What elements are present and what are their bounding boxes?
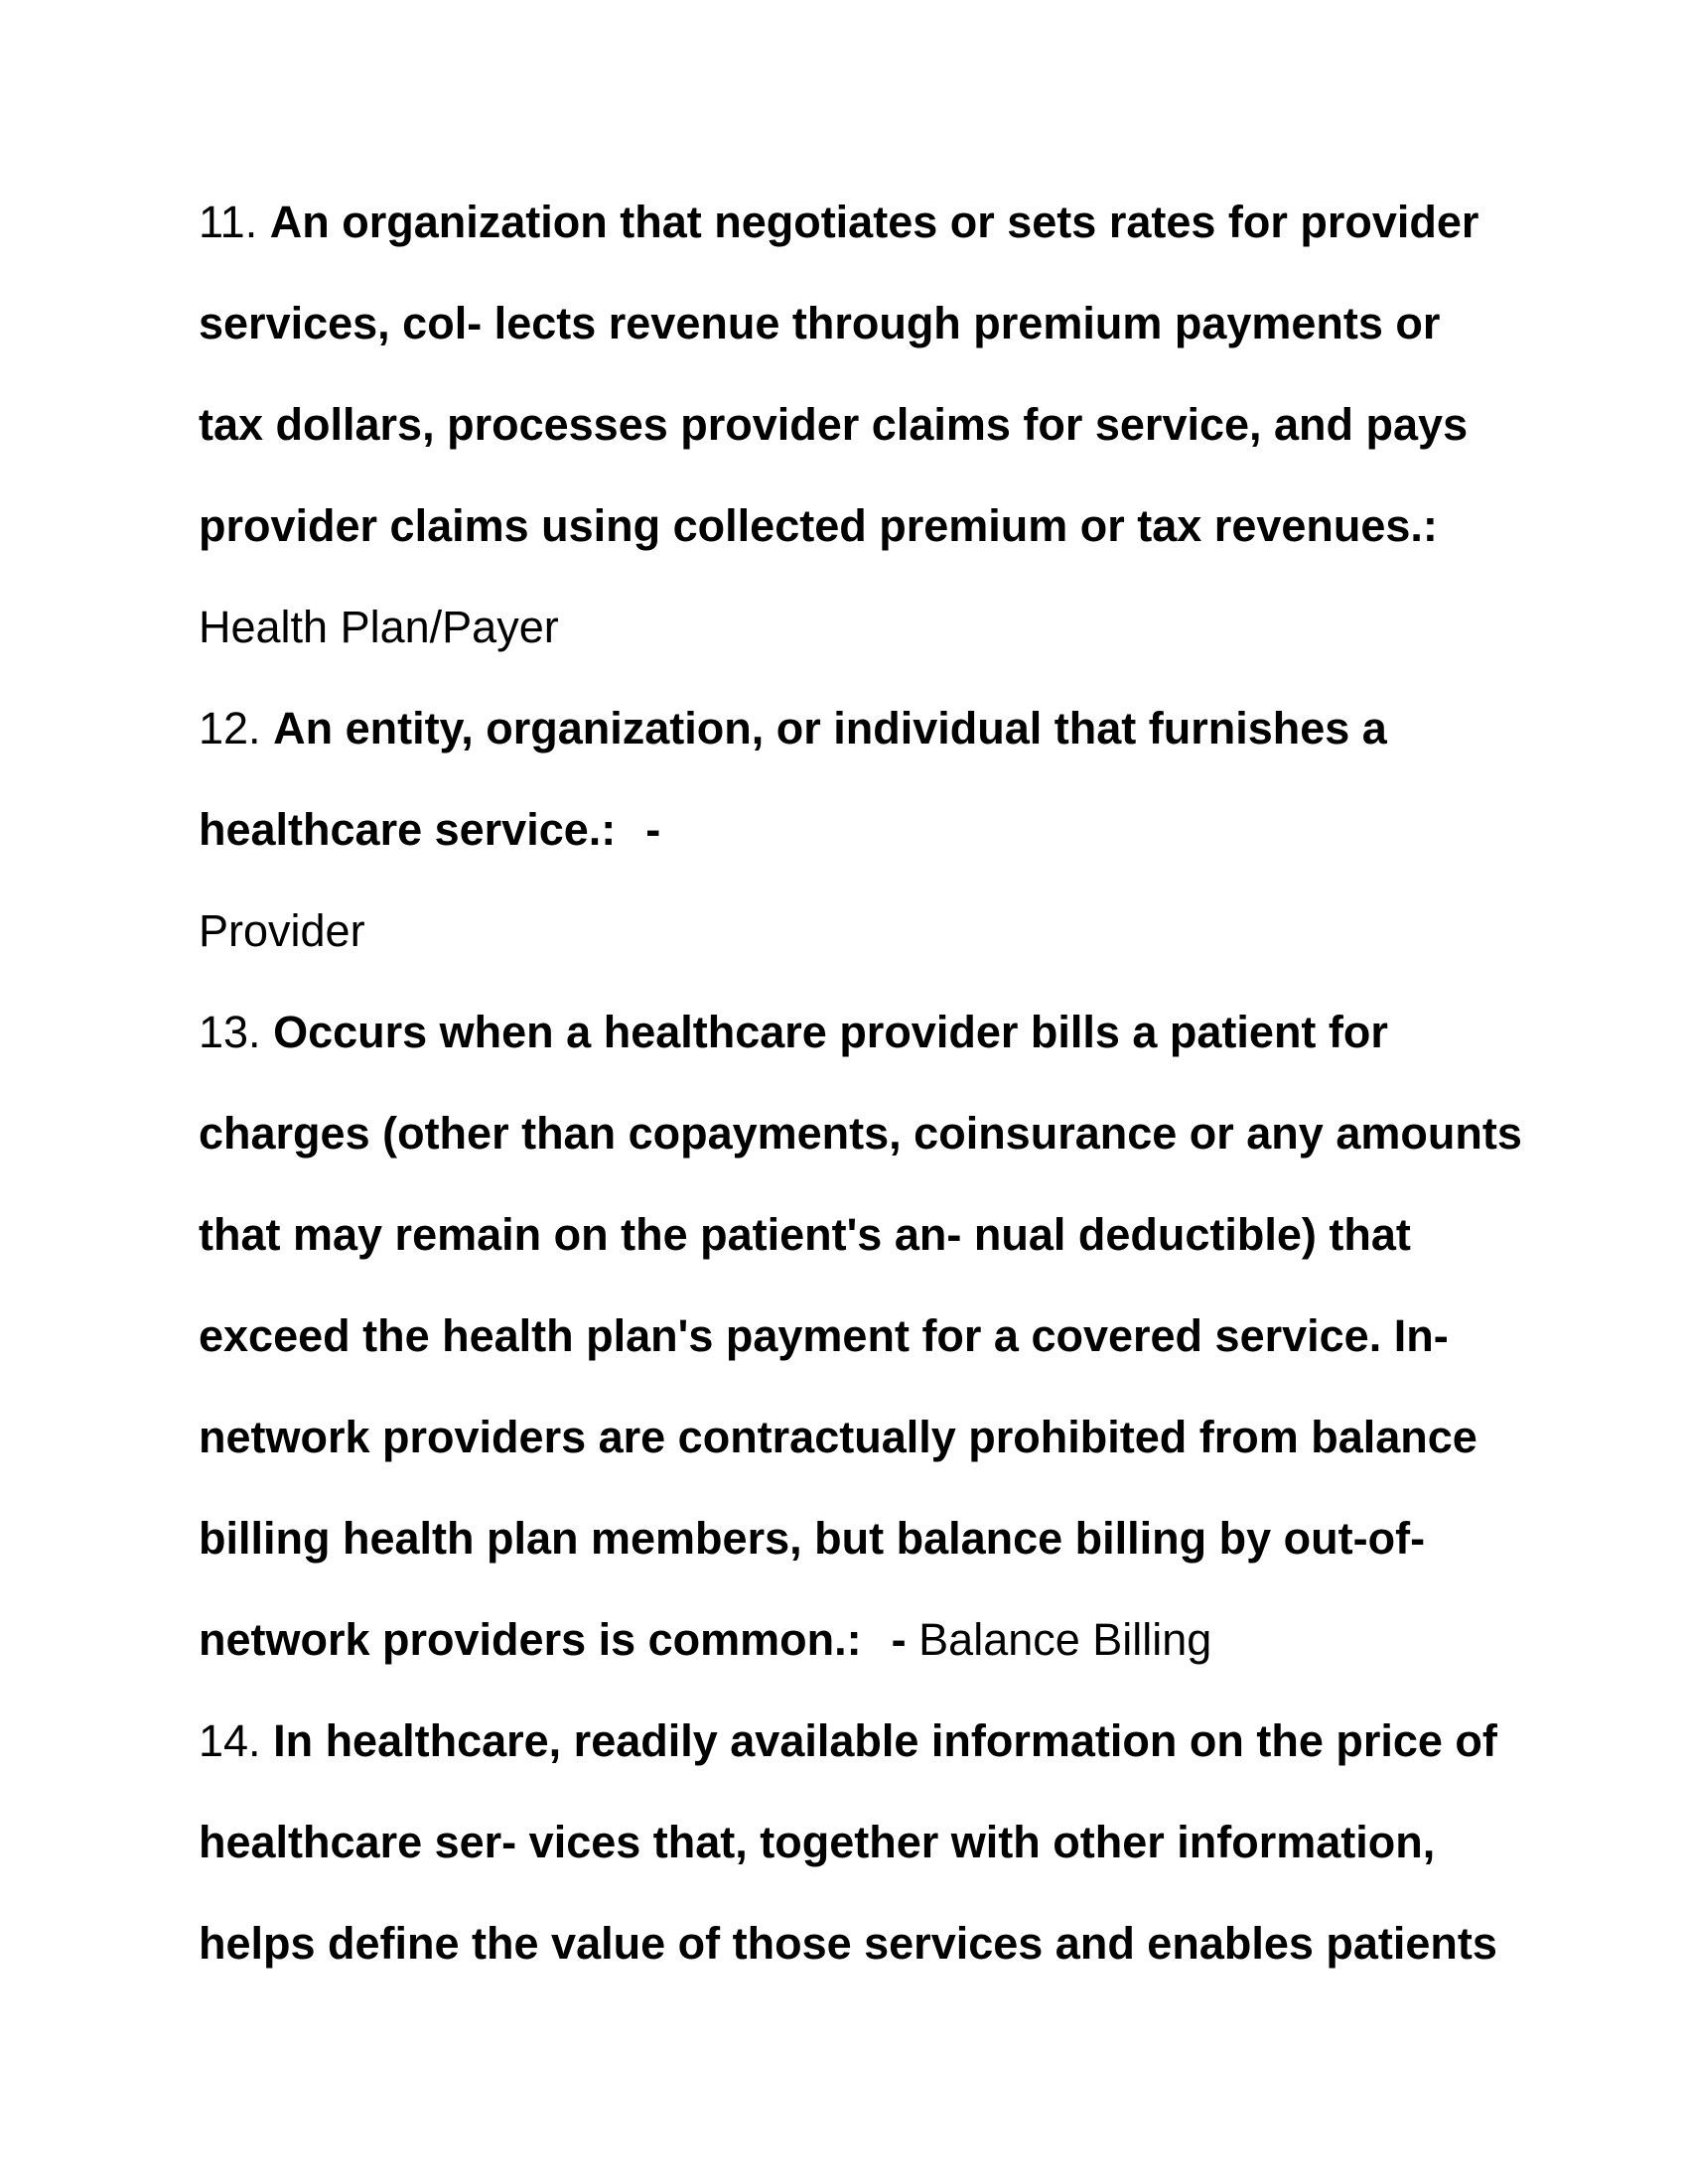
question-13-text: Occurs when a healthcare provider bills a patient for xyxy=(273,1007,1388,1057)
question-12-text-end: healthcare service.: xyxy=(199,804,617,855)
question-12-line-1 xyxy=(199,699,1387,758)
answer-12: Provider xyxy=(199,905,365,956)
question-11-line-3: tax dollars, processes provider claims for service, and pays xyxy=(199,399,1469,450)
question-14-text: In healthcare, readily available information on the price of xyxy=(273,1715,1497,1766)
question-13-line-1 xyxy=(199,1003,1388,1062)
question-14-line-1 xyxy=(199,1711,1497,1771)
question-11-line-1 xyxy=(199,193,1478,252)
question-12-text: An entity, organization, or individual that furnishes a xyxy=(273,703,1387,753)
question-11-line-2: services, col- lects revenue through premium payments or xyxy=(199,298,1441,348)
question-14-line-2: healthcare ser- vices that, together with other information, xyxy=(199,1817,1436,1867)
answer-13: Balance Billing xyxy=(918,1614,1212,1665)
question-11-text: An organization that negotiates or sets rates for provider xyxy=(269,197,1479,247)
question-13-line-3: that may remain on the patient's an- nual deductible) that xyxy=(199,1209,1411,1260)
question-14-number: 14. xyxy=(199,1715,261,1766)
question-13-line-7 xyxy=(199,1610,1211,1670)
question-11-number: 11. xyxy=(199,197,258,247)
question-12-number: 12. xyxy=(199,703,261,753)
question-14-line-3: helps define the value of those services and enables patients xyxy=(199,1918,1497,1969)
question-13-dash: - xyxy=(891,1614,907,1665)
question-13-number: 13. xyxy=(199,1007,261,1057)
question-11-line-4: provider claims using collected premium or tax revenues.: xyxy=(199,500,1438,551)
question-13-line-2: charges (other than copayments, coinsurance or any amounts xyxy=(199,1108,1522,1159)
answer-11: Health Plan/Payer xyxy=(199,602,559,652)
question-13-line-4: exceed the health plan's payment for a covered service. In- xyxy=(199,1310,1449,1361)
question-13-line-6: billing health plan members, but balance billing by out-of- xyxy=(199,1513,1426,1564)
question-13-line-5: network providers are contractually prohibited from balance xyxy=(199,1412,1477,1462)
question-12-line-2 xyxy=(199,800,660,860)
question-12-dash: - xyxy=(645,804,661,855)
question-13-text-end: network providers is common.: xyxy=(199,1614,862,1665)
